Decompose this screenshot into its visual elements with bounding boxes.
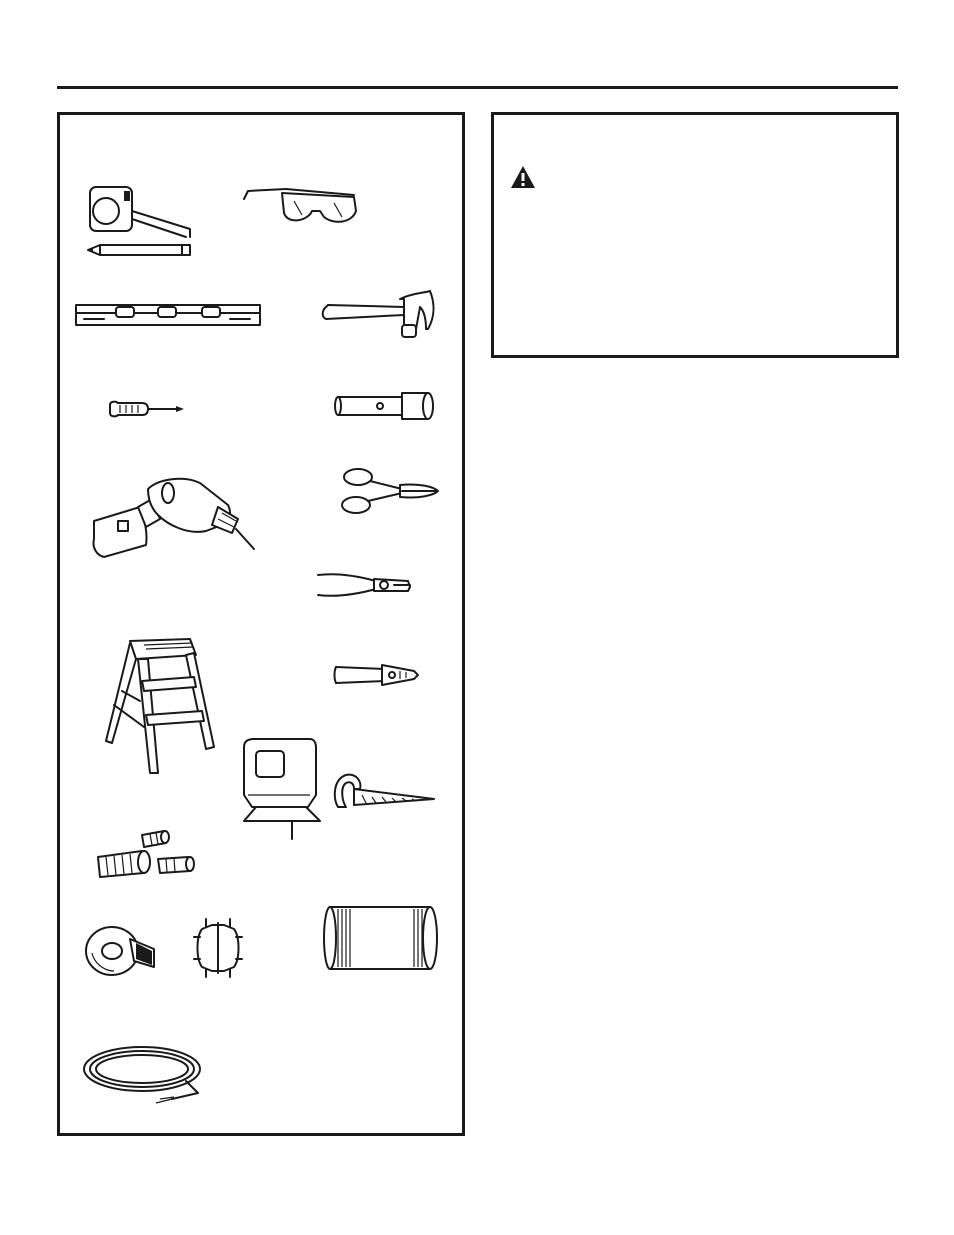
drill-icon xyxy=(88,469,258,563)
pliers-icon xyxy=(314,569,414,603)
warning-panel xyxy=(491,112,899,358)
pencil-icon xyxy=(86,243,196,257)
tin-snips-icon xyxy=(340,465,440,517)
step-ladder-icon xyxy=(102,631,222,781)
wire-nuts-icon xyxy=(94,825,204,879)
socket-wrench-icon xyxy=(334,391,434,421)
tools-panel xyxy=(57,112,465,1136)
header-rule xyxy=(57,86,898,89)
warning-triangle-icon xyxy=(510,165,536,189)
strain-relief-clamp-icon xyxy=(192,915,244,981)
electrical-cable-icon xyxy=(80,1041,212,1105)
keyhole-saw-icon xyxy=(330,771,438,817)
duct-pipe-icon xyxy=(322,905,440,971)
duct-tape-icon xyxy=(84,919,158,979)
tape-measure-icon xyxy=(86,185,196,237)
screwdriver-icon xyxy=(108,399,188,419)
jigsaw-icon xyxy=(238,737,328,843)
safety-glasses-icon xyxy=(242,183,362,231)
level-icon xyxy=(74,301,264,329)
hammer-icon xyxy=(320,289,440,341)
wire-stripper-icon xyxy=(332,661,422,691)
